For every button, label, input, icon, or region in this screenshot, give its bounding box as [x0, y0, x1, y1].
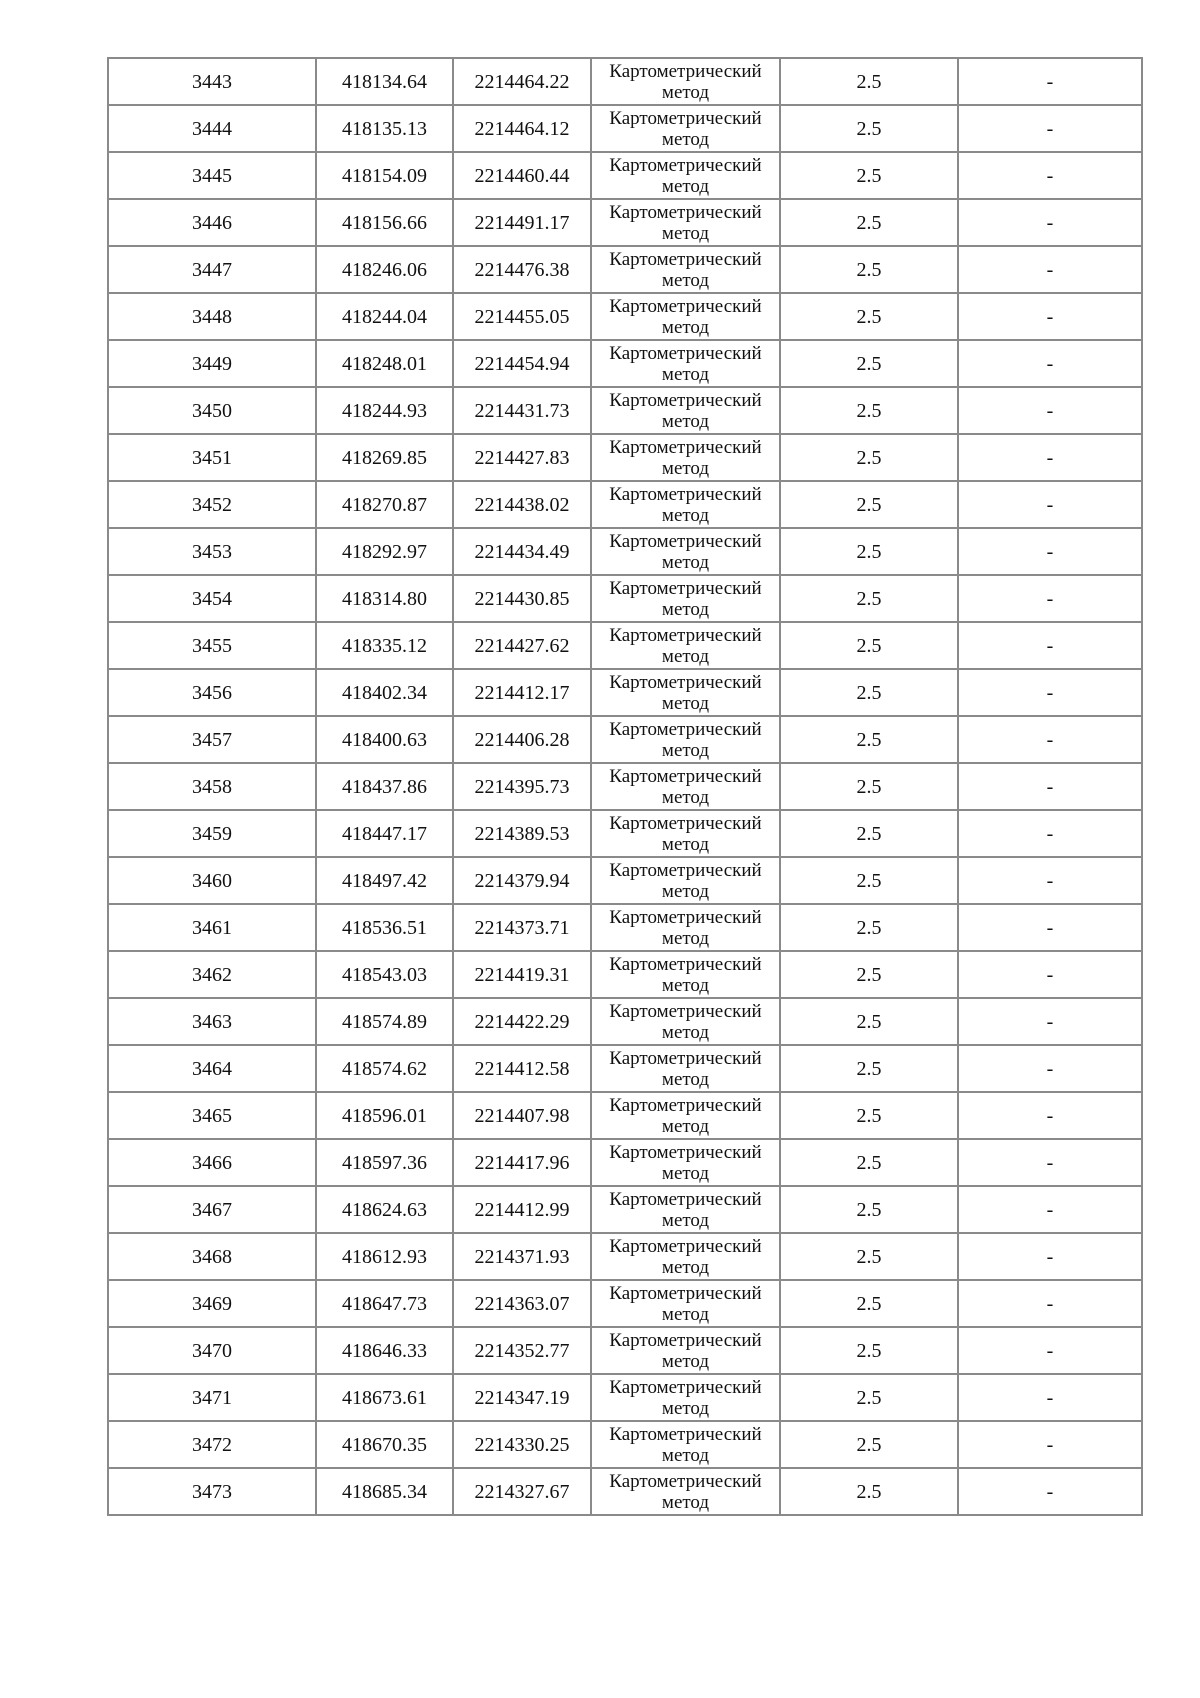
x-coordinate-cell: 418646.33	[316, 1327, 453, 1374]
accuracy-cell: 2.5	[780, 1233, 958, 1280]
point-number-cell: 3464	[108, 1045, 316, 1092]
note-cell: -	[958, 293, 1142, 340]
table-row	[108, 528, 1142, 575]
x-coordinate-cell: 418497.42	[316, 857, 453, 904]
method-cell	[591, 387, 780, 434]
method-line-1: Картометрический	[609, 1471, 762, 1492]
method-cell	[591, 1186, 780, 1233]
x-coordinate-cell: 418437.86	[316, 763, 453, 810]
note-cell: -	[958, 669, 1142, 716]
accuracy-cell: 2.5	[780, 246, 958, 293]
table-row	[108, 857, 1142, 904]
method-line-1: Картометрический	[609, 1189, 762, 1210]
point-number-cell: 3443	[108, 58, 316, 105]
note-cell: -	[958, 528, 1142, 575]
point-number-cell: 3463	[108, 998, 316, 1045]
method-cell	[591, 1468, 780, 1515]
accuracy-cell: 2.5	[780, 199, 958, 246]
point-number-cell: 3471	[108, 1374, 316, 1421]
accuracy-cell: 2.5	[780, 763, 958, 810]
note-cell: -	[958, 1421, 1142, 1468]
method-line-2: метод	[661, 82, 710, 103]
method-line-1: Картометрический	[609, 1001, 762, 1022]
method-line-2: метод	[661, 505, 710, 526]
method-line-1: Картометрический	[609, 954, 762, 975]
method-line-1: Картометрический	[609, 1142, 762, 1163]
table-row	[108, 199, 1142, 246]
x-coordinate-cell: 418673.61	[316, 1374, 453, 1421]
note-cell: -	[958, 1139, 1142, 1186]
method-line-2: метод	[661, 317, 710, 338]
method-line-2: метод	[661, 176, 710, 197]
x-coordinate-cell: 418292.97	[316, 528, 453, 575]
method-line-1: Картометрический	[609, 484, 762, 505]
point-number-cell: 3447	[108, 246, 316, 293]
note-cell: -	[958, 622, 1142, 669]
method-cell	[591, 622, 780, 669]
method-line-1: Картометрический	[609, 343, 762, 364]
point-number-cell: 3445	[108, 152, 316, 199]
y-coordinate-cell: 2214430.85	[453, 575, 591, 622]
accuracy-cell: 2.5	[780, 1186, 958, 1233]
note-cell: -	[958, 1092, 1142, 1139]
y-coordinate-cell: 2214454.94	[453, 340, 591, 387]
accuracy-cell: 2.5	[780, 1468, 958, 1515]
method-line-2: метод	[661, 1116, 710, 1137]
x-coordinate-cell: 418670.35	[316, 1421, 453, 1468]
note-cell: -	[958, 387, 1142, 434]
method-line-2: метод	[661, 129, 710, 150]
y-coordinate-cell: 2214363.07	[453, 1280, 591, 1327]
y-coordinate-cell: 2214476.38	[453, 246, 591, 293]
note-cell: -	[958, 1468, 1142, 1515]
point-number-cell: 3448	[108, 293, 316, 340]
method-cell	[591, 434, 780, 481]
y-coordinate-cell: 2214347.19	[453, 1374, 591, 1421]
method-line-1: Картометрический	[609, 625, 762, 646]
accuracy-cell: 2.5	[780, 105, 958, 152]
method-cell	[591, 1327, 780, 1374]
x-coordinate-cell: 418596.01	[316, 1092, 453, 1139]
method-line-1: Картометрический	[609, 1095, 762, 1116]
accuracy-cell: 2.5	[780, 481, 958, 528]
method-line-2: метод	[661, 411, 710, 432]
method-cell	[591, 152, 780, 199]
y-coordinate-cell: 2214389.53	[453, 810, 591, 857]
y-coordinate-cell: 2214422.29	[453, 998, 591, 1045]
table-row	[108, 340, 1142, 387]
point-number-cell: 3461	[108, 904, 316, 951]
table-row	[108, 434, 1142, 481]
y-coordinate-cell: 2214419.31	[453, 951, 591, 998]
note-cell: -	[958, 1233, 1142, 1280]
note-cell: -	[958, 904, 1142, 951]
method-line-1: Картометрический	[609, 1236, 762, 1257]
method-line-2: метод	[661, 1304, 710, 1325]
method-cell	[591, 951, 780, 998]
method-cell	[591, 1374, 780, 1421]
accuracy-cell: 2.5	[780, 810, 958, 857]
method-cell	[591, 1045, 780, 1092]
table-row	[108, 763, 1142, 810]
method-line-1: Картометрический	[609, 61, 762, 82]
method-line-2: метод	[661, 552, 710, 573]
accuracy-cell: 2.5	[780, 951, 958, 998]
accuracy-cell: 2.5	[780, 1374, 958, 1421]
accuracy-cell: 2.5	[780, 857, 958, 904]
x-coordinate-cell: 418574.89	[316, 998, 453, 1045]
method-line-1: Картометрический	[609, 531, 762, 552]
method-line-2: метод	[661, 1210, 710, 1231]
method-cell	[591, 669, 780, 716]
accuracy-cell: 2.5	[780, 58, 958, 105]
point-number-cell: 3462	[108, 951, 316, 998]
x-coordinate-cell: 418624.63	[316, 1186, 453, 1233]
method-line-2: метод	[661, 1022, 710, 1043]
point-number-cell: 3446	[108, 199, 316, 246]
x-coordinate-cell: 418447.17	[316, 810, 453, 857]
point-number-cell: 3457	[108, 716, 316, 763]
method-cell	[591, 763, 780, 810]
x-coordinate-cell: 418134.64	[316, 58, 453, 105]
note-cell: -	[958, 105, 1142, 152]
method-line-1: Картометрический	[609, 390, 762, 411]
method-cell	[591, 481, 780, 528]
table-row	[108, 810, 1142, 857]
note-cell: -	[958, 998, 1142, 1045]
table-row	[108, 293, 1142, 340]
y-coordinate-cell: 2214412.58	[453, 1045, 591, 1092]
table-row	[108, 1327, 1142, 1374]
table-row	[108, 152, 1142, 199]
method-line-2: метод	[661, 881, 710, 902]
y-coordinate-cell: 2214406.28	[453, 716, 591, 763]
method-cell	[591, 246, 780, 293]
table-row	[108, 904, 1142, 951]
accuracy-cell: 2.5	[780, 1280, 958, 1327]
table-row	[108, 1045, 1142, 1092]
method-line-1: Картометрический	[609, 578, 762, 599]
point-number-cell: 3460	[108, 857, 316, 904]
note-cell: -	[958, 246, 1142, 293]
method-cell	[591, 340, 780, 387]
x-coordinate-cell: 418244.04	[316, 293, 453, 340]
method-line-2: метод	[661, 787, 710, 808]
method-cell	[591, 528, 780, 575]
note-cell: -	[958, 58, 1142, 105]
method-line-2: метод	[661, 1445, 710, 1466]
method-line-2: метод	[661, 646, 710, 667]
method-line-2: метод	[661, 975, 710, 996]
note-cell: -	[958, 857, 1142, 904]
method-line-2: метод	[661, 270, 710, 291]
method-line-1: Картометрический	[609, 108, 762, 129]
y-coordinate-cell: 2214427.83	[453, 434, 591, 481]
accuracy-cell: 2.5	[780, 152, 958, 199]
point-number-cell: 3467	[108, 1186, 316, 1233]
note-cell: -	[958, 716, 1142, 763]
method-line-1: Картометрический	[609, 249, 762, 270]
x-coordinate-cell: 418335.12	[316, 622, 453, 669]
table-row	[108, 716, 1142, 763]
note-cell: -	[958, 1280, 1142, 1327]
point-number-cell: 3465	[108, 1092, 316, 1139]
y-coordinate-cell: 2214379.94	[453, 857, 591, 904]
accuracy-cell: 2.5	[780, 904, 958, 951]
method-line-2: метод	[661, 1163, 710, 1184]
x-coordinate-cell: 418248.01	[316, 340, 453, 387]
method-line-1: Картометрический	[609, 1424, 762, 1445]
table-row	[108, 951, 1142, 998]
note-cell: -	[958, 199, 1142, 246]
method-line-1: Картометрический	[609, 1048, 762, 1069]
method-cell	[591, 58, 780, 105]
method-line-2: метод	[661, 928, 710, 949]
method-line-1: Картометрический	[609, 202, 762, 223]
accuracy-cell: 2.5	[780, 434, 958, 481]
x-coordinate-cell: 418536.51	[316, 904, 453, 951]
method-line-1: Картометрический	[609, 437, 762, 458]
table-row	[108, 105, 1142, 152]
y-coordinate-cell: 2214438.02	[453, 481, 591, 528]
y-coordinate-cell: 2214330.25	[453, 1421, 591, 1468]
coordinates-table	[107, 57, 1143, 1516]
method-line-1: Картометрический	[609, 719, 762, 740]
table-row	[108, 58, 1142, 105]
point-number-cell: 3453	[108, 528, 316, 575]
method-line-1: Картометрический	[609, 672, 762, 693]
method-line-1: Картометрический	[609, 296, 762, 317]
accuracy-cell: 2.5	[780, 1045, 958, 1092]
y-coordinate-cell: 2214464.22	[453, 58, 591, 105]
y-coordinate-cell: 2214460.44	[453, 152, 591, 199]
point-number-cell: 3455	[108, 622, 316, 669]
method-line-2: метод	[661, 599, 710, 620]
method-line-2: метод	[661, 458, 710, 479]
point-number-cell: 3466	[108, 1139, 316, 1186]
accuracy-cell: 2.5	[780, 669, 958, 716]
method-line-2: метод	[661, 1257, 710, 1278]
method-line-2: метод	[661, 693, 710, 714]
method-line-2: метод	[661, 834, 710, 855]
accuracy-cell: 2.5	[780, 528, 958, 575]
y-coordinate-cell: 2214412.99	[453, 1186, 591, 1233]
accuracy-cell: 2.5	[780, 998, 958, 1045]
y-coordinate-cell: 2214352.77	[453, 1327, 591, 1374]
y-coordinate-cell: 2214434.49	[453, 528, 591, 575]
point-number-cell: 3458	[108, 763, 316, 810]
accuracy-cell: 2.5	[780, 387, 958, 434]
point-number-cell: 3456	[108, 669, 316, 716]
table-row	[108, 669, 1142, 716]
point-number-cell: 3444	[108, 105, 316, 152]
table-row	[108, 481, 1142, 528]
note-cell: -	[958, 810, 1142, 857]
method-cell	[591, 716, 780, 763]
method-line-2: метод	[661, 1398, 710, 1419]
table-row	[108, 575, 1142, 622]
x-coordinate-cell: 418402.34	[316, 669, 453, 716]
note-cell: -	[958, 340, 1142, 387]
table-row	[108, 387, 1142, 434]
x-coordinate-cell: 418574.62	[316, 1045, 453, 1092]
x-coordinate-cell: 418154.09	[316, 152, 453, 199]
method-line-1: Картометрический	[609, 860, 762, 881]
x-coordinate-cell: 418246.06	[316, 246, 453, 293]
x-coordinate-cell: 418685.34	[316, 1468, 453, 1515]
method-line-2: метод	[661, 1351, 710, 1372]
accuracy-cell: 2.5	[780, 1139, 958, 1186]
note-cell: -	[958, 1374, 1142, 1421]
y-coordinate-cell: 2214407.98	[453, 1092, 591, 1139]
table-row	[108, 1139, 1142, 1186]
method-cell	[591, 293, 780, 340]
y-coordinate-cell: 2214371.93	[453, 1233, 591, 1280]
accuracy-cell: 2.5	[780, 716, 958, 763]
y-coordinate-cell: 2214455.05	[453, 293, 591, 340]
y-coordinate-cell: 2214395.73	[453, 763, 591, 810]
table-row	[108, 1092, 1142, 1139]
method-cell	[591, 1092, 780, 1139]
method-cell	[591, 810, 780, 857]
point-number-cell: 3459	[108, 810, 316, 857]
x-coordinate-cell: 418597.36	[316, 1139, 453, 1186]
y-coordinate-cell: 2214327.67	[453, 1468, 591, 1515]
x-coordinate-cell: 418647.73	[316, 1280, 453, 1327]
x-coordinate-cell: 418135.13	[316, 105, 453, 152]
method-cell	[591, 1421, 780, 1468]
table-row	[108, 998, 1142, 1045]
method-line-2: метод	[661, 223, 710, 244]
y-coordinate-cell: 2214427.62	[453, 622, 591, 669]
method-cell	[591, 998, 780, 1045]
table-row	[108, 1186, 1142, 1233]
accuracy-cell: 2.5	[780, 1421, 958, 1468]
y-coordinate-cell: 2214464.12	[453, 105, 591, 152]
point-number-cell: 3473	[108, 1468, 316, 1515]
method-line-1: Картометрический	[609, 1330, 762, 1351]
method-cell	[591, 857, 780, 904]
note-cell: -	[958, 1186, 1142, 1233]
y-coordinate-cell: 2214412.17	[453, 669, 591, 716]
method-line-1: Картометрический	[609, 907, 762, 928]
note-cell: -	[958, 152, 1142, 199]
note-cell: -	[958, 1045, 1142, 1092]
table-row	[108, 1280, 1142, 1327]
point-number-cell: 3451	[108, 434, 316, 481]
note-cell: -	[958, 763, 1142, 810]
accuracy-cell: 2.5	[780, 622, 958, 669]
method-cell	[591, 105, 780, 152]
accuracy-cell: 2.5	[780, 575, 958, 622]
table-row	[108, 246, 1142, 293]
note-cell: -	[958, 481, 1142, 528]
y-coordinate-cell: 2214431.73	[453, 387, 591, 434]
point-number-cell: 3449	[108, 340, 316, 387]
table-row	[108, 1374, 1142, 1421]
x-coordinate-cell: 418156.66	[316, 199, 453, 246]
method-line-2: метод	[661, 1069, 710, 1090]
method-cell	[591, 199, 780, 246]
x-coordinate-cell: 418543.03	[316, 951, 453, 998]
note-cell: -	[958, 951, 1142, 998]
y-coordinate-cell: 2214417.96	[453, 1139, 591, 1186]
table-row	[108, 622, 1142, 669]
method-cell	[591, 1280, 780, 1327]
note-cell: -	[958, 434, 1142, 481]
point-number-cell: 3470	[108, 1327, 316, 1374]
method-cell	[591, 1233, 780, 1280]
method-line-2: метод	[661, 1492, 710, 1513]
accuracy-cell: 2.5	[780, 1327, 958, 1374]
method-cell	[591, 1139, 780, 1186]
method-line-1: Картометрический	[609, 1283, 762, 1304]
method-line-1: Картометрический	[609, 766, 762, 787]
x-coordinate-cell: 418314.80	[316, 575, 453, 622]
method-line-1: Картометрический	[609, 813, 762, 834]
accuracy-cell: 2.5	[780, 293, 958, 340]
table-row	[108, 1468, 1142, 1515]
point-number-cell: 3468	[108, 1233, 316, 1280]
point-number-cell: 3472	[108, 1421, 316, 1468]
accuracy-cell: 2.5	[780, 1092, 958, 1139]
point-number-cell: 3454	[108, 575, 316, 622]
y-coordinate-cell: 2214491.17	[453, 199, 591, 246]
note-cell: -	[958, 575, 1142, 622]
x-coordinate-cell: 418269.85	[316, 434, 453, 481]
table-row	[108, 1421, 1142, 1468]
method-cell	[591, 575, 780, 622]
point-number-cell: 3469	[108, 1280, 316, 1327]
method-line-2: метод	[661, 364, 710, 385]
y-coordinate-cell: 2214373.71	[453, 904, 591, 951]
table-row	[108, 1233, 1142, 1280]
method-line-2: метод	[661, 740, 710, 761]
x-coordinate-cell: 418400.63	[316, 716, 453, 763]
point-number-cell: 3450	[108, 387, 316, 434]
coordinates-table-body	[108, 58, 1142, 1515]
x-coordinate-cell: 418244.93	[316, 387, 453, 434]
accuracy-cell: 2.5	[780, 340, 958, 387]
x-coordinate-cell: 418612.93	[316, 1233, 453, 1280]
note-cell: -	[958, 1327, 1142, 1374]
x-coordinate-cell: 418270.87	[316, 481, 453, 528]
method-line-1: Картометрический	[609, 1377, 762, 1398]
point-number-cell: 3452	[108, 481, 316, 528]
method-line-1: Картометрический	[609, 155, 762, 176]
method-cell	[591, 904, 780, 951]
